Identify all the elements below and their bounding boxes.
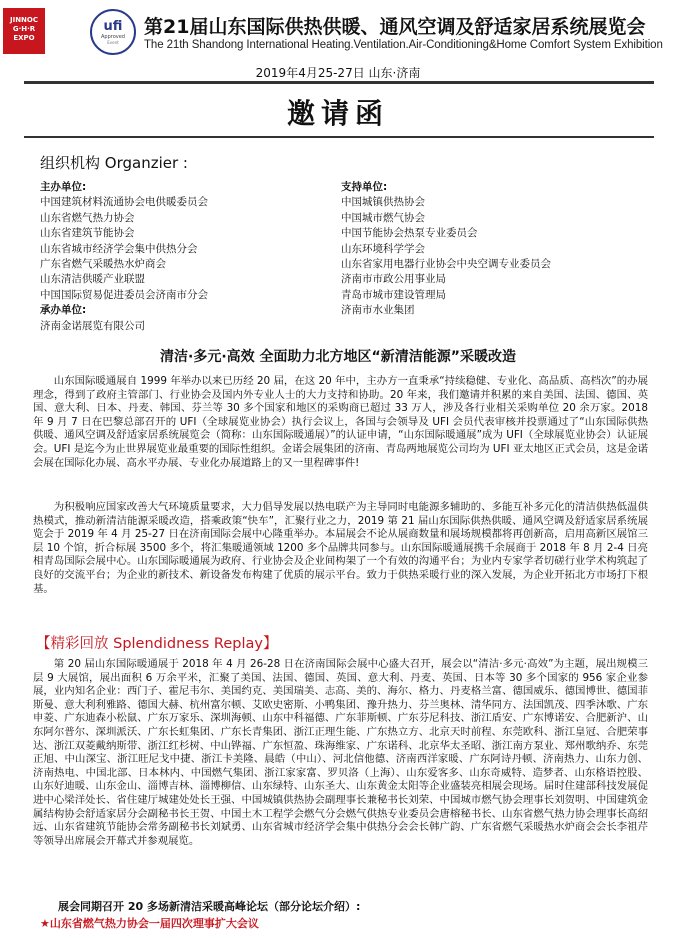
host-item: 中国建筑材料流通协会电供暖委员会	[40, 196, 208, 209]
summit-heading: 展会同期召开 20 多场新清洁采暖高峰论坛（部分论坛介绍）:	[58, 900, 361, 913]
replay-paragraph: 第 20 届山东国际暖通展于 2018 年 4 月 26-28 日在济南国际会展中心盛大召开，展会以“清洁·多元·高效”为主题，展出规模三层 9 大展馆，展出面积 6 万余平米，汇聚了美国、法国、德国、英国、意大利、丹麦、英国、日本等 30 多个国家的 956 家企业参展，业内知名企业：西门子、霍尼韦尔、美国约克、美国瑞美、志高、美的、海尔、格力、丹麦格兰富、德国威乐、德国博世、德国菲斯曼、意大利利雅路、德国大赫、杭州富尔顿、艾欧史密斯、小鸭集团、豫升热力、芬兰奥林、清华同方、法国凯茂、四季沐歌、广东申菱、广东迪森小松鼠、广东万家乐、深圳海顿、山东中科福德、广东菲斯顿、广东芬尼科技、浙江盾安、广东博诺安、合肥新沪、山东阿尔普尔、深圳派沃、广东长虹集团、广东长青集团、浙江正理生能、广东热立方、北京天时前程、东莞欧科、浙江皇冠、合肥荣事达、浙江双菱戴纳斯带、浙江红杉树、中山铧福、广东恒盈、珠海维家、广东诺科、北京华太圣昭、浙江南方泵业、郑州歌纳乔、东莞正旭、中山深宝、浙江旺尼戈中捷、浙江卡美隆、晨皓（中山）、河北信他德、济南西洋家暖、广东阿诗丹顿、济南热力、山东力创、济南热电、中国北部、日本林内、中国燃气集团、浙江家家富、罗贝洛（上海）、山东爱客多、山东奇威特、造梦者、山东格语控股、山东好迪暖、山东金山、淄博吉林、淄博柳信、山东绿特、山东圣大、山东黄金太阳等企业盛装亮相展会现场。届时住建部科技发展促进中心梁洋处长、省住建厅城建处处长王强、中国城镇供热协会副理事长兼秘书长刘荣、中国城市燃气协会理事长刘贺明、中国建筑金属结构协会舒适家居分会副秘书长王贺、中国土木工程学会燃气分会燃气供热专业委员会唐榕秘书长、山东省燃气热力协会理事长高绍远、山东省建筑节能协会常务副秘书长刘斌勇、山东省城市经济学会集中供热分会会长韩广韵、广东省燃气采暖热水炉商会会长李祖芹等领导出席展会开幕式并参观展览。	[33, 658, 648, 847]
supporter-item: 中国城镇供热协会	[341, 196, 425, 209]
supporter-item: 青岛市城市建设管理局	[341, 288, 446, 301]
supporter-item: 济南市市政公用事业局	[341, 273, 446, 286]
host-item: 山东清洁供暖产业联盟	[40, 273, 145, 286]
ufi-mark: ufi	[103, 19, 123, 34]
ufi-approved-event-logo	[90, 9, 136, 55]
title-divider	[24, 136, 654, 138]
logo-line-1: JINNOC	[9, 16, 38, 24]
host-item: 山东省城市经济学会集中供热分会	[40, 242, 198, 255]
exhibition-title-cn: 第21届山东国际供热供暖、通风空调及舒适家居系统展览会	[144, 16, 646, 38]
supporter-item: 山东省家用电器行业协会中央空调专业委员会	[341, 258, 551, 271]
host-item: 中国国际贸易促进委员会济南市分会	[40, 288, 208, 301]
exhibition-header	[0, 0, 676, 80]
host-organizer-column	[40, 180, 330, 334]
replay-section-title: 【精彩回放 Splendidness Replay】	[36, 636, 278, 652]
supporter-item: 中国节能协会热泵专业委员会	[341, 227, 478, 240]
jinnoc-expo-logo	[3, 8, 45, 54]
host-item: 山东省燃气热力协会	[40, 211, 135, 224]
header-divider	[24, 81, 654, 84]
supporter-item: 山东环境科学学会	[341, 242, 425, 255]
theme-slogan: 清洁·多元·高效 全面助力北方地区“新清洁能源”采暖改造	[160, 349, 516, 365]
logo-line-3: EXPO	[13, 34, 35, 42]
organizer-item: 济南金诺展览有限公司	[40, 319, 145, 332]
intro-paragraph-1: 山东国际暖通展自 1999 年举办以来已历经 20 届，在这 20 年中，主办方一直秉承“持续稳健、专业化、高品质、高档次”的办展理念，得到了政府主管部门、行业协会及国内外专业人士的大力支持和协助。20 年来，我们邀请并积累的来自美国、法国、德国、英国、意大利、日本、丹麦、韩国、芬兰等 30 多个国家和地区的采购商已超过 33 万人，涉及各行业相关采购单位 20 余万家。2018 年 9 月 7 日在巴黎总部召开的 UFI（全球展览业协会）执行会议上，各国与会领导及 UFI 会员代表审核并投票通过了“山东国际供热供暖、通风空调及舒适家居系统展览会（简称：山东国际暖通展）”的认证申请，“山东国际暖通展”成为 UFI（全球展览业协会）认证展会。UFI 是迄今为止世界展览业最重要的国际性组织。金诺会展集团的济南、青岛两地展览公司均为 UFI 亚太地区正式会员，这是金诺会展在国际化办展、高水平办展、专业化办展道路上的又一里程碑事件!	[33, 375, 648, 469]
host-label: 主办单位:	[40, 181, 87, 193]
organizer-label: 承办单位:	[40, 304, 87, 317]
host-item: 广东省燃气采暖热水炉商会	[40, 258, 166, 271]
organizers-heading: 组织机构 Organzier :	[40, 154, 188, 172]
logo-line-2: G·H·R	[12, 25, 36, 33]
supporter-item: 济南市水业集团	[341, 304, 415, 317]
summit-item: ★山东省燃气热力协会一届四次理事扩大会议	[40, 917, 259, 930]
invitation-title: 邀请函	[286, 97, 389, 130]
supporter-label: 支持单位:	[341, 181, 388, 193]
exhibition-date-place: 2019年4月25-27日 山东·济南	[255, 66, 421, 80]
ufi-line-1: Approved	[101, 34, 125, 40]
host-item: 山东省建筑节能协会	[40, 227, 135, 240]
supporter-item: 中国城市燃气协会	[341, 211, 425, 224]
exhibition-title-en: The 21th Shandong International Heating.Ventilation.Air-Conditioning&Home Comfort System Exhibition	[144, 39, 663, 51]
supporter-column	[341, 180, 641, 319]
ufi-line-2: Event	[107, 40, 119, 45]
intro-paragraph-2: 为积极响应国家改善大气环境质量要求，大力倡导发展以热电联产为主导同时电能源多辅助的、多能互补多元化的清洁供热低温供热模式，推动新清洁能源采暖改造，搭乘政策“快车”，汇聚行业之力，2019 第 21 届山东国际供热供暖、通风空调及舒适家居系统展览会于 2019 年 4 月 25-27 日在济南国际会展中心隆重举办。本届展会不论从展商数量和展场规模都将再创新高，启用高新区展馆三层 10 个馆，折合标展 3500 多个，将汇集暖通领域 1200 多个品牌共同参与。山东国际暖通展携千余展商于 2018 年 8 月 2-4 日亮相青岛国际会展中心。山东国际暖通展为政府、行业协会及企业间构架了一个有效的沟通平台；为业内专家学者切磋行业学术构筑起了良好的交流平台；为企业的新技术、新设备发布构建了优质的展示平台。致力于供热采暖行业的深入发展，为企业开拓北方市场打下根基。	[33, 501, 648, 595]
